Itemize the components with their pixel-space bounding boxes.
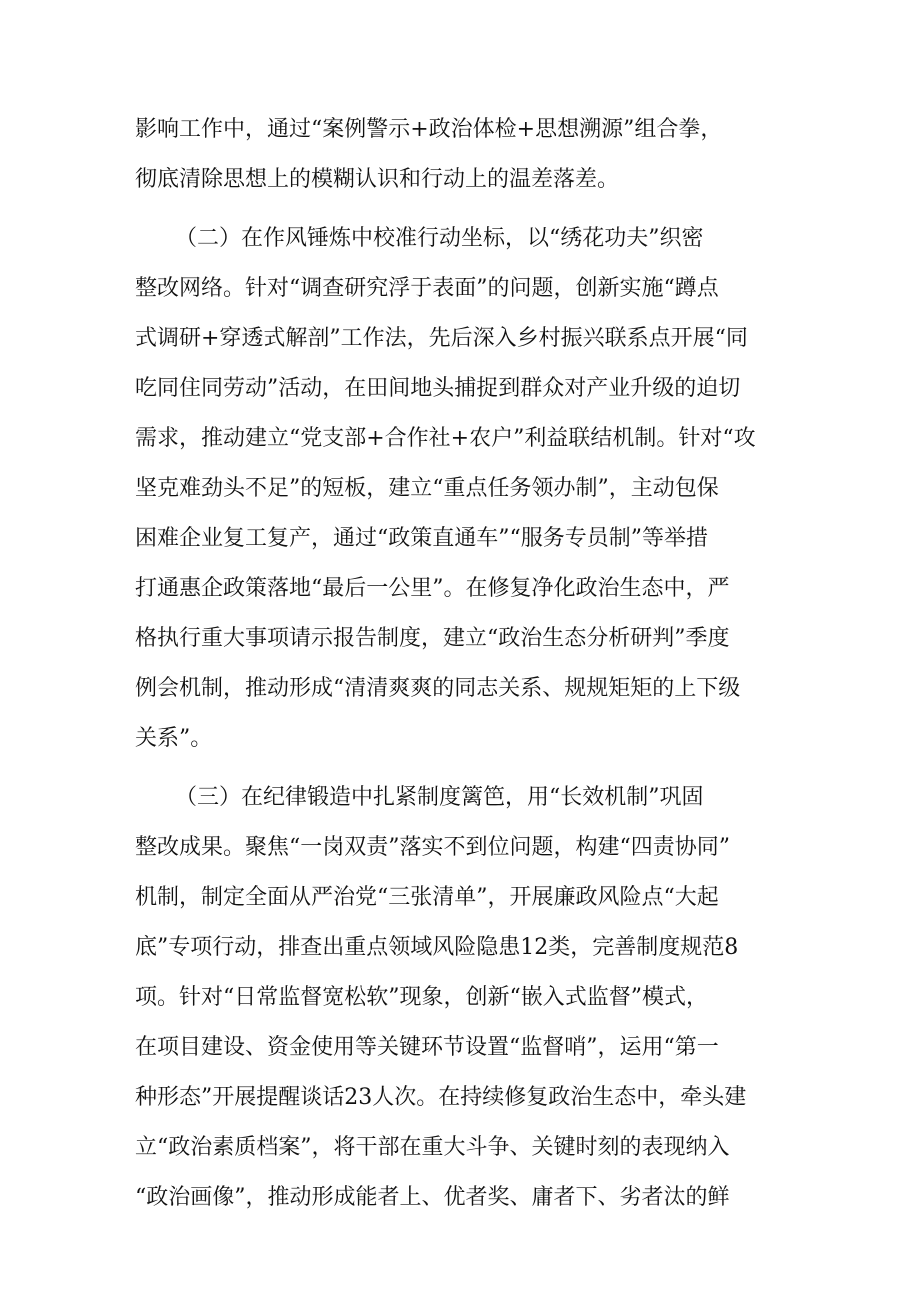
paragraph-2-line-1: （二）在作风锤炼中校准行动坐标，以“绣花功夫”织密 <box>175 226 704 251</box>
paragraph-2-line-4: 吃同住同劳动”活动，在田间地头捕捉到群众对产业升级的迫切 <box>135 376 741 401</box>
paragraph-3-line-7: 种形态”开展提醒谈话23人次。在持续修复政治生态中，牵头建 <box>135 1085 747 1110</box>
paragraph-3-line-8: 立“政治素质档案”，将干部在重大斗争、关键时刻的表现纳入 <box>135 1135 730 1160</box>
paragraph-3-line-6: 在项目建设、资金使用等关键环节设置“监督哨”，运用“第一 <box>135 1035 719 1060</box>
paragraph-2-line-6: 坚克难劲头不足”的短板，建立“重点任务领办制”，主动包保 <box>135 476 719 501</box>
paragraph-3-line-9: “政治画像”，推动形成能者上、优者奖、庸者下、劣者汰的鲜 <box>135 1185 730 1210</box>
paragraph-2-line-2: 整改网络。针对“调查研究浮于表面”的问题，创新实施“蹲点 <box>135 276 719 301</box>
paragraph-2-line-10: 例会机制，推动形成“清清爽爽的同志关系、规规矩矩的上下级 <box>135 676 741 701</box>
paragraph-3-line-5: 项。针对“日常监督宽松软”现象，创新“嵌入式监督”模式， <box>135 985 708 1010</box>
paragraph-2-line-3: 式调研+穿透式解剖”工作法，先后深入乡村振兴联系点开展“同 <box>135 326 748 351</box>
paragraph-2-line-8: 打通惠企政策落地“最后一公里”。在修复净化政治生态中，严 <box>135 576 730 601</box>
paragraph-2-line-5: 需求，推动建立“党支部+合作社+农户”利益联结机制。针对“攻 <box>135 426 756 451</box>
paragraph-3-line-2: 整改成果。聚焦“一岗双责”落实不到位问题，构建“四责协同” <box>135 835 730 860</box>
paragraph-1-line-1: 影响工作中，通过“案例警示+政治体检+思想溯源”组合拳， <box>135 117 723 142</box>
paragraph-2-line-9: 格执行重大事项请示报告制度，建立“政治生态分析研判”季度 <box>135 626 730 651</box>
paragraph-3-line-3: 机制，制定全面从严治党“三张清单”，开展廉政风险点“大起 <box>135 885 719 910</box>
paragraph-3-line-4: 底”专项行动，排查出重点领域风险隐患12类，完善制度规范8 <box>135 935 739 960</box>
paragraph-2-line-7: 困难企业复工复产，通过“政策直通车”“服务专员制”等举措 <box>135 526 708 551</box>
paragraph-3-line-1: （三）在纪律锻造中扎紧制度篱笆，用“长效机制”巩固 <box>175 785 704 810</box>
paragraph-2-line-11: 关系”。 <box>135 726 213 751</box>
paragraph-1-line-2: 彻底清除思想上的模糊认识和行动上的温差落差。 <box>135 167 620 192</box>
